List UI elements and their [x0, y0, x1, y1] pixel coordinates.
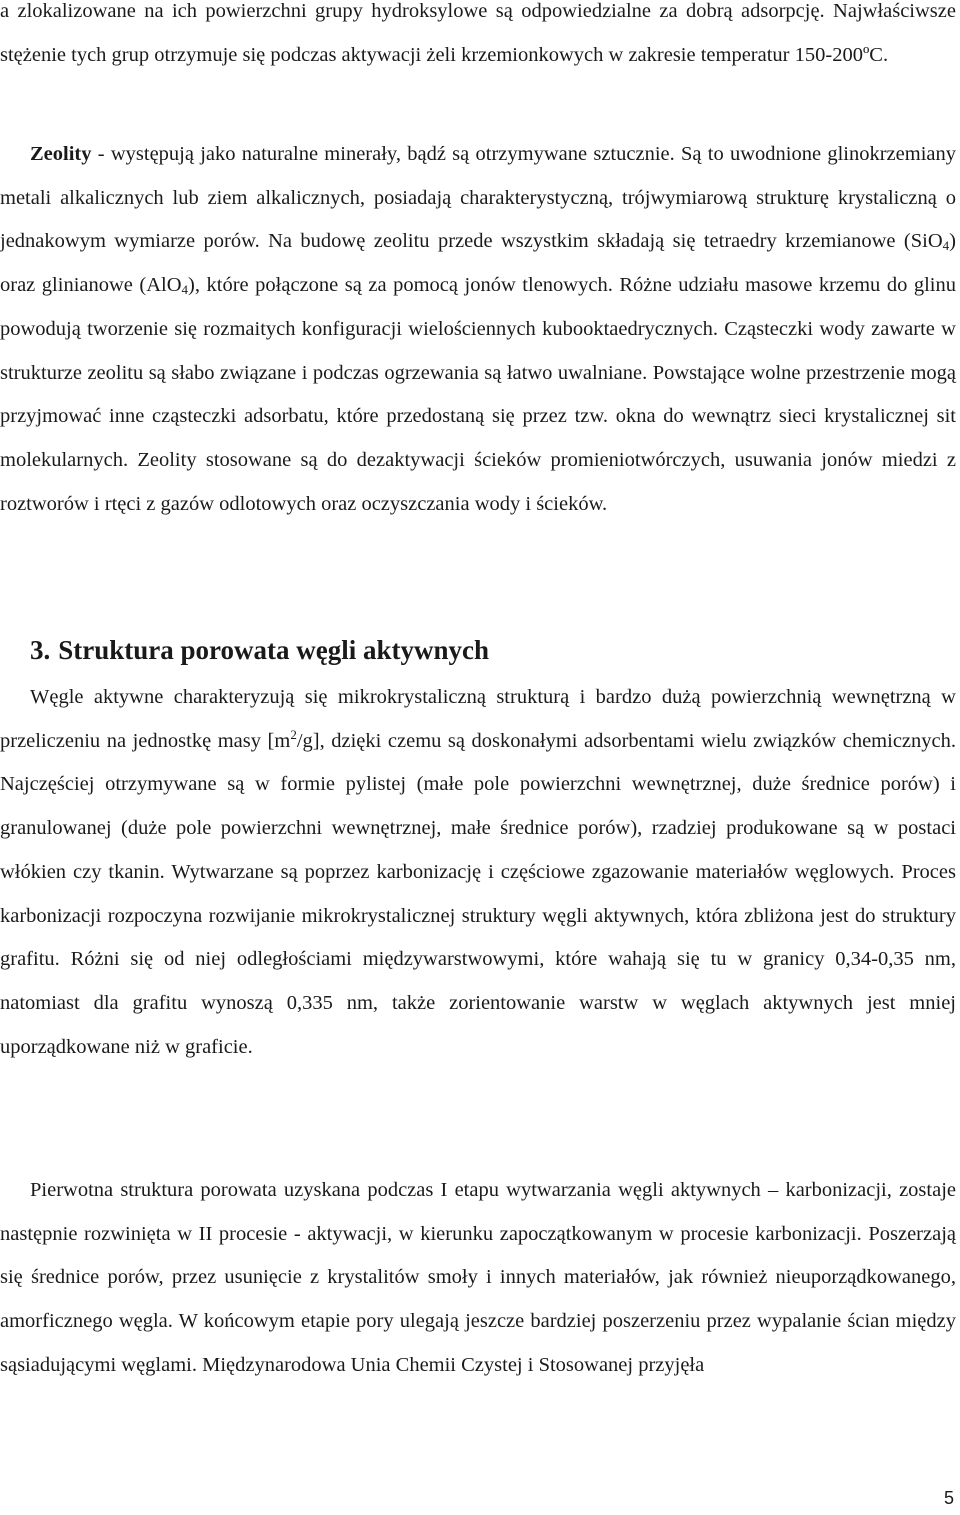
carbon-text-a: Węgle aktywne charakteryzują się mikrokrystaliczną strukturą i bardzo dużą powierzchnią wewnętrzną w przeliczeniu na jednostkę masy [m — [0, 686, 956, 752]
section-title: Struktura porowata węgli aktywnych — [58, 635, 490, 665]
m2-superscript: 2 — [290, 726, 297, 742]
carbon-text-b: /g], dzięki czemu są doskonałymi adsorbentami wielu związków chemicznych. Najczęściej otrzymywane są w formie pylistej (małe pole powierzchni wewnętrznej, duże średnice porów) i granulowanej (duże pole powierzchni wewnętrznej, małe średnice porów), rzadziej produkowane są w postaci włókien czy tkanin. Wytwarzane są poprzez karbonizację i częściowe zgazowanie materiałów węglowych. Proces karbonizacji rozpoczyna rozwijanie mikrokrystalicznej struktury węgli aktywnych, która zbliżona jest do struktury grafitu. Różni się od niej odległościami międzywarstwowymi, które wahają się tu w granicy 0,34-0,35 nm, natomiast dla grafitu wynoszą 0,335 nm, także zorientowanie warstw w węglach aktywnych jest mniej uporządkowane niż w graficie. — [0, 729, 956, 1058]
zeolites-text-a: - występują jako naturalne minerały, bądź są otrzymywane sztucznie. Są to uwodnione glinokrzemiany metali alkalicznych lub ziem alkalicznych, posiadają charakterystyczną, trójwymiarową strukturę krystaliczną o jednakowym wymiarze porów. Na budowę zeolitu przede wszystkim składają się tetraedry krzemianowe (SiO — [0, 143, 956, 253]
paragraph-zeolites — [0, 133, 956, 526]
zeolites-text-b: ) oraz glinianowe (AlO — [0, 230, 956, 297]
sio4-subscript: 4 — [942, 238, 950, 254]
paragraph-activated-carbon-structure — [0, 676, 956, 1069]
section-number: 3. — [30, 635, 51, 665]
zeolites-term: Zeolity — [30, 143, 92, 165]
page-number: 5 — [943, 1488, 954, 1508]
paragraph-hydroxyl-groups: a zlokalizowane na ich powierzchni grupy hydroksylowe są odpowiedzialne za dobrą adsorpcję. Najwłaściwsze stężenie tych grup otrzymuje się podczas aktywacji żeli krzemionkowych w zakresie temperatur 150-200ºC. — [0, 0, 956, 66]
paragraph-primary-porous-structure: Pierwotna struktura porowata uzyskana podczas I etapu wytwarzania węgli aktywnych – karbonizacji, zostaje następnie rozwinięta w II procesie - aktywacji, w kierunku zapoczątkowanym w procesie karbonizacji. Poszerzają się średnice porów, przez usunięcie z krystalitów smoły i innych materiałów, jak również nieuporządkowanego, amorficznego węgla. W końcowym etapie pory ulegają jeszcze bardziej poszerzeniu przez wypalanie ścian między sąsiadującymi węglami. Międzynarodowa Unia Chemii Czystej i Stosowanej przyjęła — [0, 1179, 956, 1376]
alo4-subscript: 4 — [181, 282, 189, 298]
section-heading — [30, 630, 489, 670]
zeolites-text-c: ), które połączone są za pomocą jonów tlenowych. Różne udziału masowe krzemu do glinu powodują tworzenie się rozmaitych konfiguracji wielościennych kubooktaedrycznych. Cząsteczki wody zawarte w strukturze zeolitu są słabo związane i podczas ogrzewania są łatwo uwalniane. Powstające wolne przestrzenie mogą przyjmować inne cząsteczki adsorbatu, które przedostaną się przez tzw. okna do wewnątrz sieci krystalicznej sit molekularnych. Zeolity stosowane są do dezaktywacji ścieków promieniotwórczych, usuwania jonów miedzi z roztworów i rtęci z gazów odlotowych oraz oczyszczania wody i ścieków. — [0, 274, 956, 515]
